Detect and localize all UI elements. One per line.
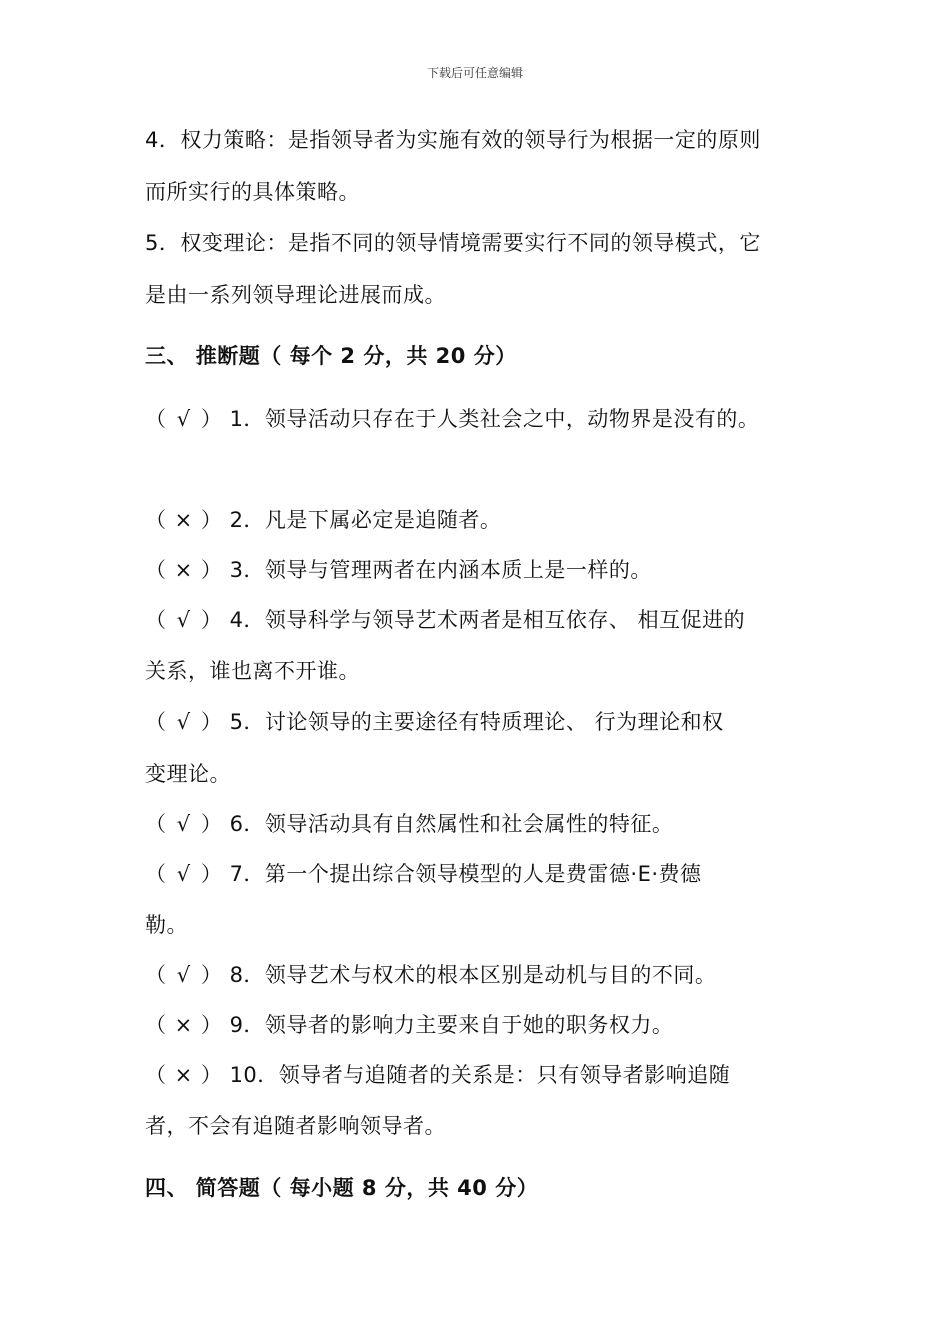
judgment-3: （ × ） 3．领导与管理两者在内涵本质上是一样的。 — [145, 558, 652, 582]
section-4-title: 四、 简答题（ 每小题 8 分，共 40 分） — [145, 1176, 539, 1200]
answer-mark: √ — [176, 812, 191, 836]
definition-4-line1: 4．权力策略：是指领导者为实施有效的领导行为根据一定的原则 — [145, 128, 761, 152]
judgment-1: （ √ ） 1．领导活动只存在于人类社会之中，动物界是没有的。 — [145, 407, 760, 431]
judgment-text: 10．领导者与追随者的关系是：只有领导者影响追随 — [229, 1063, 731, 1087]
answer-mark: √ — [176, 862, 191, 886]
judgment-7: （ √ ） 7．第一个提出综合领导模型的人是费雷德·E·费德 — [145, 862, 702, 886]
answer-mark: × — [174, 1013, 193, 1037]
answer-mark: √ — [176, 608, 191, 632]
judgment-text: 8．领导艺术与权术的根本区别是动机与目的不同。 — [229, 963, 717, 987]
answer-mark: × — [174, 558, 193, 582]
answer-mark: × — [174, 1063, 193, 1087]
judgment-text: 1．领导活动只存在于人类社会之中，动物界是没有的。 — [229, 407, 760, 431]
judgment-text: 5．讨论领导的主要途径有特质理论、 行为理论和权 — [229, 710, 724, 734]
judgment-4: （ √ ） 4．领导科学与领导艺术两者是相互依存、 相互促进的 — [145, 608, 746, 632]
judgment-2: （ × ） 2．凡是下属必定是追随者。 — [145, 508, 502, 532]
judgment-text: 4．领导科学与领导艺术两者是相互依存、 相互促进的 — [229, 608, 746, 632]
answer-mark: √ — [176, 963, 191, 987]
judgment-9: （ × ） 9．领导者的影响力主要来自于她的职务权力。 — [145, 1013, 674, 1037]
definition-5-line1: 5．权变理论：是指不同的领导情境需要实行不同的领导模式，它 — [145, 231, 761, 255]
judgment-7-continuation: 勒。 — [145, 913, 188, 937]
judgment-5-continuation: 变理论。 — [145, 762, 231, 786]
judgment-10-continuation: 者，不会有追随者影响领导者。 — [145, 1114, 446, 1138]
judgment-text: 7．第一个提出综合领导模型的人是费雷德·E·费德 — [229, 862, 702, 886]
judgment-4-continuation: 关系，谁也离不开谁。 — [145, 659, 360, 683]
judgment-8: （ √ ） 8．领导艺术与权术的根本区别是动机与目的不同。 — [145, 963, 717, 987]
judgment-text: 3．领导与管理两者在内涵本质上是一样的。 — [229, 558, 652, 582]
definition-4-line2: 而所实行的具体策略。 — [145, 180, 360, 204]
judgment-text: 2．凡是下属必定是追随者。 — [229, 508, 502, 532]
answer-mark: √ — [176, 407, 191, 431]
judgment-text: 6．领导活动具有自然属性和社会属性的特征。 — [229, 812, 674, 836]
definition-5-line2: 是由一系列领导理论进展而成。 — [145, 283, 446, 307]
judgment-5: （ √ ） 5．讨论领导的主要途径有特质理论、 行为理论和权 — [145, 710, 724, 734]
judgment-text: 9．领导者的影响力主要来自于她的职务权力。 — [229, 1013, 674, 1037]
judgment-10: （ × ） 10．领导者与追随者的关系是：只有领导者影响追随 — [145, 1063, 731, 1087]
section-3-title: 三、 推断题（ 每个 2 分，共 20 分） — [145, 344, 517, 368]
judgment-6: （ √ ） 6．领导活动具有自然属性和社会属性的特征。 — [145, 812, 674, 836]
answer-mark: × — [174, 508, 193, 532]
answer-mark: √ — [176, 710, 191, 734]
page-header: 下载后可任意编辑 — [426, 66, 523, 80]
